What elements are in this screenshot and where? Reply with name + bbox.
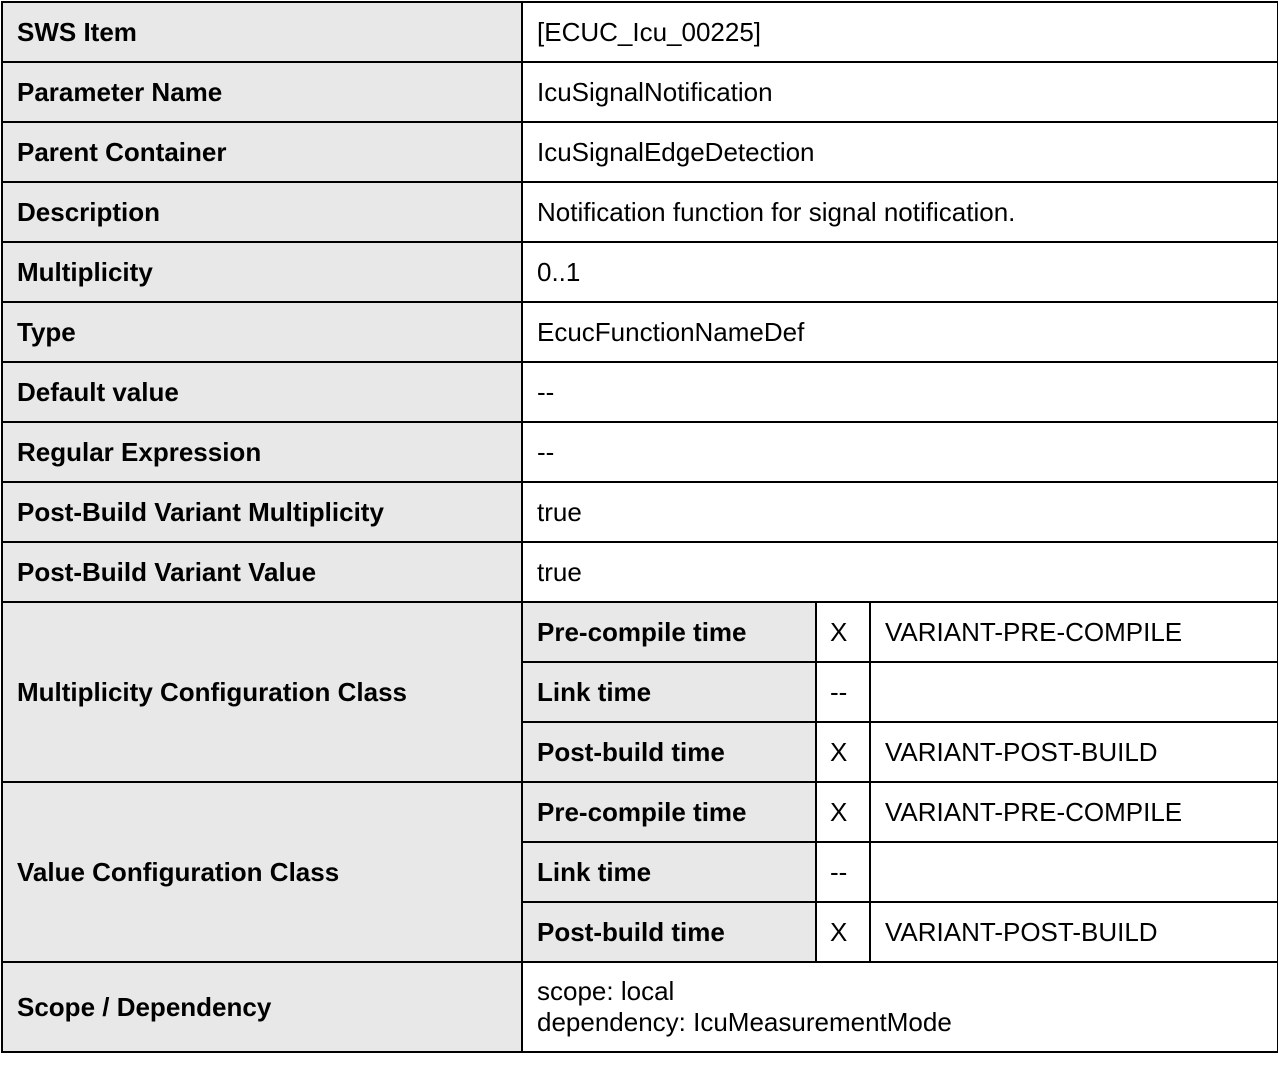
value-config-time: Pre-compile time [522, 782, 816, 842]
pb-variant-value-value: true [522, 542, 1278, 602]
multiplicity-config-time: Post-build time [522, 722, 816, 782]
description-label: Description [2, 182, 522, 242]
value-config-mark: X [816, 782, 870, 842]
sws-item-value: [ECUC_Icu_00225] [522, 2, 1278, 62]
default-value-value: -- [522, 362, 1278, 422]
scope-dependency-value [522, 962, 1278, 1052]
row-type [2, 302, 1278, 362]
scope-dependency-label: Scope / Dependency [2, 962, 522, 1052]
value-config-row-pre-compile [2, 782, 1278, 842]
value-config-variant: VARIANT-PRE-COMPILE [870, 782, 1278, 842]
row-sws-item [2, 2, 1278, 62]
row-pb-variant-multiplicity [2, 482, 1278, 542]
value-config-mark: X [816, 902, 870, 962]
multiplicity-config-variant: VARIANT-PRE-COMPILE [870, 602, 1278, 662]
row-scope-dependency [2, 962, 1278, 1052]
multiplicity-config-mark: X [816, 722, 870, 782]
pb-variant-multiplicity-value: true [522, 482, 1278, 542]
scope-text: scope: local [537, 976, 675, 1006]
multiplicity-config-label: Multiplicity Configuration Class [2, 602, 522, 782]
multiplicity-config-variant: VARIANT-POST-BUILD [870, 722, 1278, 782]
multiplicity-config-variant [870, 662, 1278, 722]
multiplicity-config-time: Link time [522, 662, 816, 722]
value-config-time: Link time [522, 842, 816, 902]
dependency-text: dependency: IcuMeasurementMode [537, 1007, 952, 1037]
pb-variant-value-label: Post-Build Variant Value [2, 542, 522, 602]
row-pb-variant-value [2, 542, 1278, 602]
multiplicity-config-mark: -- [816, 662, 870, 722]
parameter-spec-table [1, 1, 1278, 1053]
row-multiplicity [2, 242, 1278, 302]
value-config-mark: -- [816, 842, 870, 902]
row-regular-expression [2, 422, 1278, 482]
type-value: EcucFunctionNameDef [522, 302, 1278, 362]
regular-expression-value: -- [522, 422, 1278, 482]
parameter-name-value: IcuSignalNotification [522, 62, 1278, 122]
row-parameter-name [2, 62, 1278, 122]
parameter-name-label: Parameter Name [2, 62, 522, 122]
value-config-variant: VARIANT-POST-BUILD [870, 902, 1278, 962]
multiplicity-label: Multiplicity [2, 242, 522, 302]
regular-expression-label: Regular Expression [2, 422, 522, 482]
default-value-label: Default value [2, 362, 522, 422]
row-description [2, 182, 1278, 242]
value-config-time: Post-build time [522, 902, 816, 962]
value-config-label: Value Configuration Class [2, 782, 522, 962]
row-default-value [2, 362, 1278, 422]
parent-container-label: Parent Container [2, 122, 522, 182]
parent-container-value: IcuSignalEdgeDetection [522, 122, 1278, 182]
pb-variant-multiplicity-label: Post-Build Variant Multiplicity [2, 482, 522, 542]
value-config-variant [870, 842, 1278, 902]
multiplicity-config-mark: X [816, 602, 870, 662]
multiplicity-value: 0..1 [522, 242, 1278, 302]
row-parent-container [2, 122, 1278, 182]
description-value: Notification function for signal notification. [522, 182, 1278, 242]
type-label: Type [2, 302, 522, 362]
multiplicity-config-row-pre-compile [2, 602, 1278, 662]
sws-item-label: SWS Item [2, 2, 522, 62]
multiplicity-config-time: Pre-compile time [522, 602, 816, 662]
